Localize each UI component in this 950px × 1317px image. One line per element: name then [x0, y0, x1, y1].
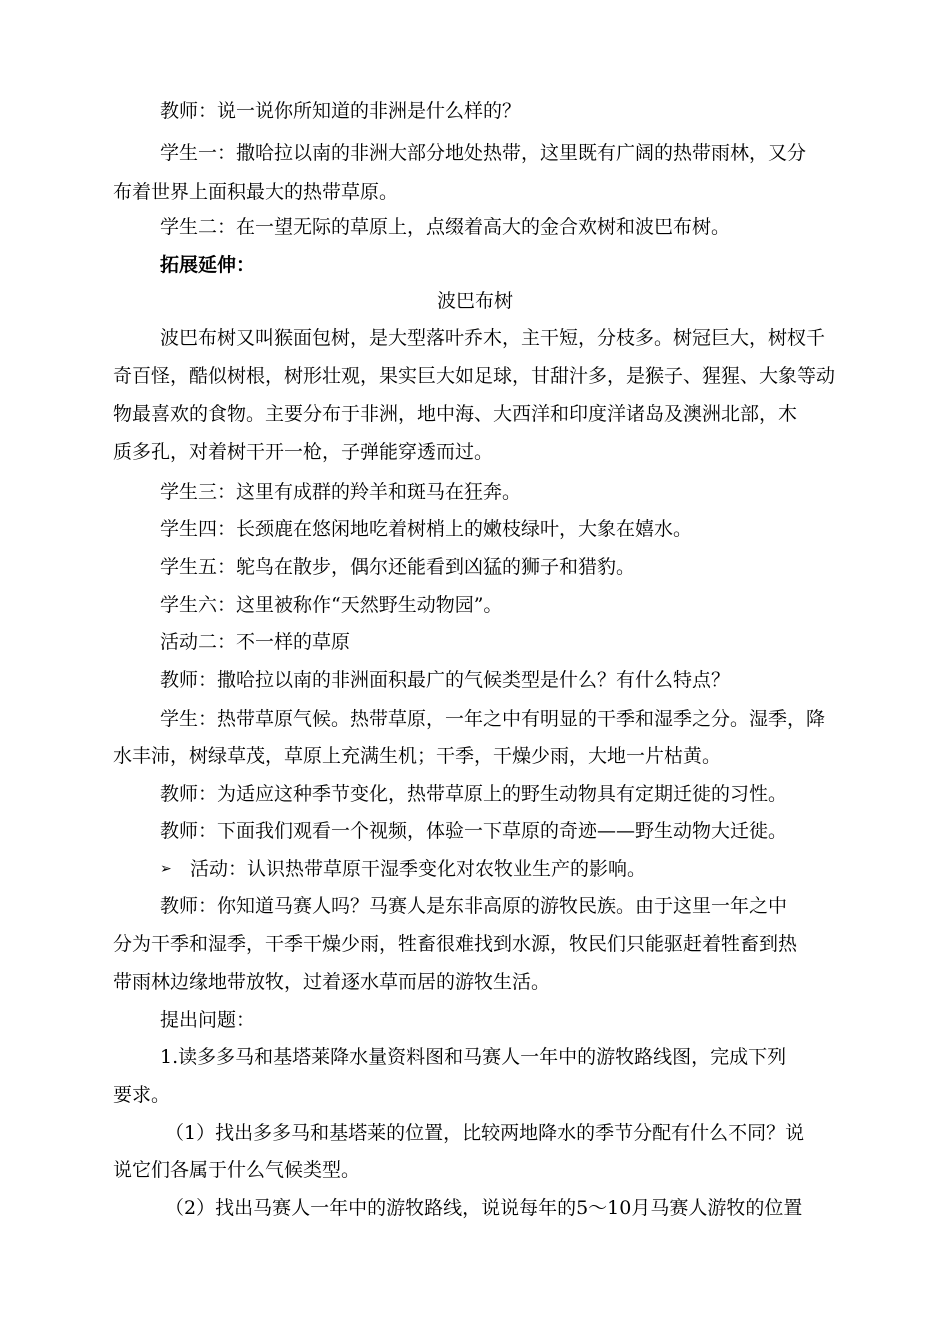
student-three-line: 学生三：这里有成群的羚羊和斑马在狂奔。 [160, 481, 522, 503]
student-four-line: 学生四：长颈鹿在悠闲地吃着树梢上的嫩枝绿叶，大象在嬉水。 [160, 518, 693, 540]
question-one-line-2: 要求。 [113, 1084, 171, 1106]
teacher-migration-line: 教师：为适应这种季节变化，热带草原上的野生动物具有定期迁徙的习性。 [160, 783, 788, 805]
teacher-climate-question: 教师：撒哈拉以南的非洲面积最广的气候类型是什么？有什么特点？ [160, 669, 731, 691]
baobab-text-line-1: 波巴布树又叫猴面包树，是大型落叶乔木，主干短，分枝多。树冠巨大，树杈千 [160, 327, 826, 349]
student-climate-line-1: 学生：热带草原气候。热带草原，一年之中有明显的干季和湿季之分。湿季，降 [160, 708, 826, 730]
sub-question-two-line-1: （2）找出马赛人一年中的游牧路线，说说每年的5～10月马赛人游牧的位置 [165, 1197, 803, 1219]
activity-two-heading: 活动二：不一样的草原 [160, 631, 351, 653]
maasai-text-line-1: 教师：你知道马赛人吗？马赛人是东非高原的游牧民族。由于这里一年之中 [160, 895, 788, 917]
teacher-question-line: 教师：说一说你所知道的非洲是什么样的？ [160, 100, 522, 122]
sub-question-one-line-1: （1）找出多多马和基塔莱的位置，比较两地降水的季节分配有什么不同？说 [165, 1122, 805, 1144]
student-one-line-1: 学生一：撒哈拉以南的非洲大部分地处热带，这里既有广阔的热带雨林，又分 [160, 142, 807, 164]
activity-bullet-line: 活动：认识热带草原干湿季变化对农牧业生产的影响。 [190, 858, 647, 880]
baobab-title: 波巴布树 [436, 290, 513, 312]
student-climate-line-2: 水丰沛，树绿草茂，草原上充满生机；干季，干燥少雨，大地一片枯黄。 [113, 745, 722, 767]
question-one-line-1: 1.读多多马和基塔莱降水量资料图和马赛人一年中的游牧路线图，完成下列 [160, 1046, 787, 1068]
baobab-text-line-2: 奇百怪，酷似树根，树形壮观，果实巨大如足球，甘甜汁多，是猴子、猩猩、大象等动 [113, 365, 836, 387]
extension-heading: 拓展延伸： [160, 254, 256, 276]
maasai-text-line-3: 带雨林边缘地带放牧，过着逐水草而居的游牧生活。 [113, 971, 551, 993]
maasai-text-line-2: 分为干季和湿季，干季干燥少雨，牲畜很难找到水源，牧民们只能驱赶着牲畜到热 [113, 933, 798, 955]
baobab-text-line-3: 物最喜欢的食物。主要分布于非洲，地中海、大西洋和印度洋诸岛及澳洲北部，木 [113, 403, 798, 425]
sub-question-one-line-2: 说它们各属于什么气候类型。 [113, 1159, 361, 1181]
bullet-arrow-icon: ➢ [160, 861, 172, 877]
student-five-line: 学生五：鸵鸟在散步，偶尔还能看到凶猛的狮子和猎豹。 [160, 556, 636, 578]
student-one-line-2: 布着世界上面积最大的热带草原。 [113, 181, 399, 203]
teacher-video-line: 教师：下面我们观看一个视频，体验一下草原的奇迹——野生动物大迁徙。 [160, 820, 788, 842]
baobab-text-line-4: 质多孔，对着树干开一枪，子弹能穿透而过。 [113, 441, 494, 463]
student-six-line: 学生六：这里被称作“天然野生动物园”。 [160, 594, 503, 616]
questions-heading: 提出问题： [160, 1009, 256, 1031]
student-two-line: 学生二：在一望无际的草原上，点缀着高大的金合欢树和波巴布树。 [160, 216, 731, 238]
